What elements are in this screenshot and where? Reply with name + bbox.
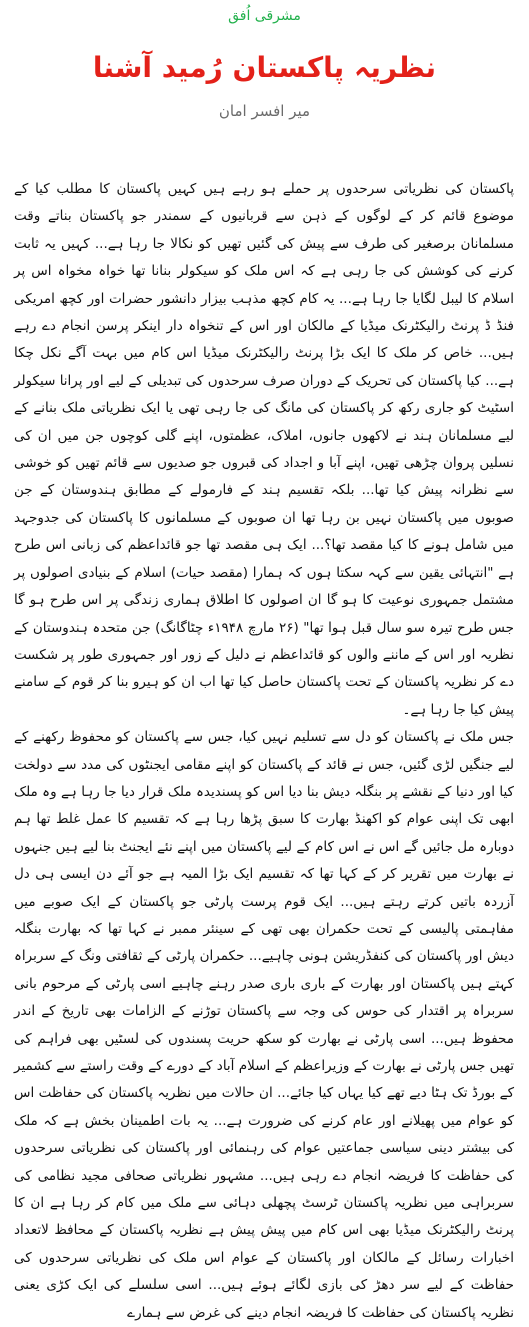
article-paragraph: جس ملک نے پاکستان کو دل سے تسلیم نہیں کیا، جس سے پاکستان کو محفوظ رکھنے کے لیے جنگیں لڑی گئیں، جس نے قائد کے پاکستان کو اپنے مقامی ایجنٹوں کی مدد سے دولخت کیا اور دنیا کے نقشے پر بنگلہ دیش بنا دیا اس کو پسندیدہ ملک قرار دیا جا رہا ہے وہ ملک ابھی تک اپنی عوام کو اکھنڈ بھارت کا سبق پڑھا رہا ہے کہ تقسیم کا عمل غلط تھا ہم دوبارہ مل جائیں گے اس نے اس کام کے لیے پاکستان میں اپنے نئے ایجنٹ بنا لیے ہیں جنہوں نے بھارت میں تقریر کر کے کہا تھا کہ تقسیم ایک بڑا المیہ ہے جو آئے دن ایسی ہی دل آزردہ باتیں کرتے رہتے ہیں... ایک قوم پرست پارٹی جو پاکستان کے ایک صوبے میں مفاہمتی پالیسی کے تحت حکمران بھی تھی کے سینئر ممبر نے کہا تھا کہ بھارت بنگلہ دیش اور پاکستان کی کنفڈریشن ہونی چاہیے... حکمران پارٹی کے ثقافتی ونگ کے سربراہ کہتے ہیں پاکستان اور بھارت کے باری باری صدر رہنے چاہیے اسی پارٹی کے مرحوم بانی سربراہ پر اقتدار کی حوس کی وجہ سے پاکستان توڑنے کے الزامات بھی تاریخ کے اندر محفوظ ہیں... اسی پارٹی نے بھارت کو سکھ حریت پسندوں کی لسٹیں بھی فراہم کی تھیں جس پارٹی نے بھارت کے وزیراعظم کے اسلام آباد کے دورے کے وقت راستے سے کشمیر کے بورڈ تک ہٹا دیے تھے کیا یہاں کیا جائے... ان حالات میں نظریہ پاکستان کی حفاظت اس کو عوام میں پھیلانے اور عام کرنے کی ضرورت ہے... یہ بات اطمینان بخش ہے کہ ملک کی بیشتر دینی سیاسی جماعتیں عوام کی رہنمائی اور پاکستان کی نظریاتی سرحدوں کی حفاظت کا فریضہ انجام دے رہی ہیں... مشہور نظریاتی صحافی مجید نظامی کی سربراہی میں نظریہ پاکستان ٹرسٹ پچھلی دہائی سے ملک میں کام کر رہا ہے ان کا پرنٹ رالیکٹرنک میڈیا بھی اس کام میں پیش پیش ہے نظریہ پاکستان کے محافظ لاتعداد اخبارات رسائل کے مالکان اور پاکستان کے عوام اس ملک کی نظریاتی سرحدوں کی حفاظت کے لیے سر دھڑ کی بازی لگائے ہوئے ہیں... اسی سلسلے کی ایک کڑی یعنی نظریہ پاکستان کی حفاظت کا فریضہ انجام دینے کی غرض سے ہمارے (14, 729, 514, 1321)
author-byline: میر افسر امان (218, 102, 311, 120)
article-paragraph: پاکستان کی نظریاتی سرحدوں پر حملے ہو رہے ہیں کہیں پاکستان کا مطلب کیا کے موضوع قائم کر کے لوگوں کے ذہن سے قربانیوں کے سمندر جو پاکستان بناتے وقت مسلمانان برصغیر کی طرف سے پیش کی گئیں تھیں کو نکالا جا رہا ہے... کہیں یہ ثابت کرنے کی کوشش کی جا رہی ہے کہ اس ملک کو سیکولر بنانا تھا خواہ مخواہ اس پر اسلام کا لیبل لگایا جا رہا ہے... یہ کام کچھ مذہب بیزار دانشور حضرات اور کچھ امریکی فنڈ ڈ پرنٹ رالیکٹرنک میڈیا کے مالکان اور اس کے تنخواہ دار اینکر پرسن انجام دے رہے ہیں... خاص کر ملک کا ایک بڑا پرنٹ رالیکٹرنک میڈیا اس کام میں بہت آگے نکل چکا ہے... کیا پاکستان کی تحریک کے دوران صرف سرحدوں کی تبدیلی کے لیے اور پرانا سیکولر اسٹیٹ کو جاری رکھ کر پاکستان کی مانگ کی جا رہی تھی یا ایک نظریاتی ملک بنانے کے لیے مسلمانان ہند نے لاکھوں جانوں، املاک، عظمتوں، اپنے گلی کوچوں جن میں ان کی نسلیں پروان چڑھی تھیں، اپنے آبا و اجداد کی قبروں جو صدیوں سے قائم تھیں کو خوشی سے نظرانہ پیش کیا تھا... بلکہ تقسیم ہند کے فارمولے کے مطابق ہندوستان کے جن صوبوں میں پاکستان نہیں بن رہا تھا ان صوبوں کے مسلمانوں کا پاکستان کی جدوجہد میں شامل ہونے کا کیا مقصد تھا؟... ایک ہی مقصد تھا جو قائداعظم کی زبانی اس طرح ہے "انتہائی یقین سے کہہ سکتا ہوں کہ ہمارا (مقصد حیات) اسلام کے بنیادی اصولوں پر مشتمل جمہوری نوعیت کا ہو گا ان اصولوں کا اطلاق ہماری زندگی پر اس طرح ہو گا جس طرح تیرہ سو سال قبل ہوا تھا" (۲۶ مارچ ۱۹۴۸ء چٹاگانگ) جن متحدہ ہندوستان کے نظریہ اور اس کے ماننے والوں کو قائداعظم نے دلیل کے زور اور جمہوری طور پر شکست دے کر نظریہ پاکستان کے تحت پاکستان حاصل کیا تھا اب ان کو ہیرو بنا کر قوم کے سامنے پیش کیا جا رہا ہے۔ (14, 181, 514, 718)
column-kicker: مشرقی اُفق (228, 8, 301, 24)
article-headline: نظریہ پاکستان رُمید آشنا (92, 51, 437, 84)
article-body (14, 176, 514, 1321)
